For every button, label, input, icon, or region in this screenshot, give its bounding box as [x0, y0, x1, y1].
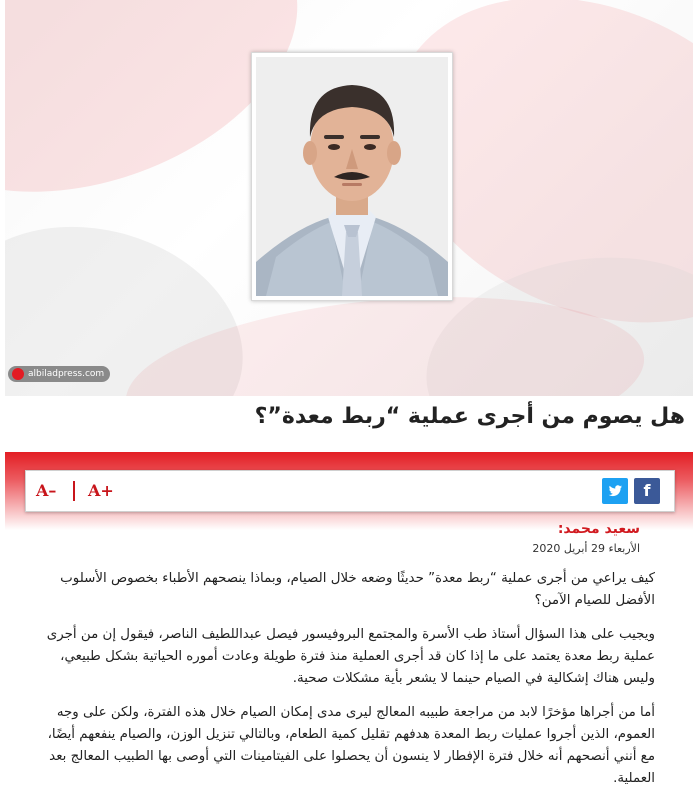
facebook-share-button[interactable] — [634, 478, 660, 504]
hero-banner — [5, 0, 693, 396]
portrait-image — [256, 57, 448, 296]
font-increase-button[interactable]: A+ — [88, 481, 114, 500]
page — [5, 0, 693, 802]
publish-date: الأربعاء 29 أبريل 2020 — [532, 542, 640, 555]
author-photo — [251, 52, 453, 301]
article-paragraph: كيف يراعي من أجرى عملية “ربط معدة” حديثًا وضعه خلال الصيام، وبماذا ينصحهم الأطباء بخصوص الأسلوب الأفضل للصيام الآمن؟ — [60, 571, 655, 608]
article-paragraph: أما من أجراها مؤخرًا لابد من مراجعة طبيبه المعالج ليرى مدى إمكان الصيام خلال هذه الفترة، ولكن على وجه العموم، الذين أجروا عمليات ربط المعدة هدفهم تقليل كمية الطعام، وبالتالي تنزيل الوزن، والصيام ينفعهم أيضًا، مع أنني أنصحهم أنه خلال فترة الإفطار لا ينسون أن يحصلوا على الفيتامينات التي أوصى بها الطبيب المعالج بعد العملية. — [47, 705, 655, 786]
article-title: هل يصوم من أجرى عملية “ربط معدة”؟ — [254, 404, 685, 429]
article-toolbar — [25, 470, 675, 512]
facebook-icon: f — [643, 481, 651, 500]
watermark-text: albiladpress.com — [28, 369, 105, 379]
font-decrease-button[interactable]: A– — [36, 481, 57, 500]
brand-logo-icon — [12, 368, 24, 380]
article-paragraph: ويجيب على هذا السؤال أستاذ طب الأسرة والمجتمع البروفيسور فيصل عبداللطيف الناصر، فيقول إن من أجرى عملية ربط معدة يعتمد على ما إذا كان قد أجرى العملية منذ فترة طويلة وعادت أموره الحياتية بشكل طبيعي، وليس هناك إشكالية في الصيام حينما لا يشعر بأية مشكلات صحية. — [46, 627, 655, 686]
site-watermark — [8, 366, 110, 382]
twitter-icon — [602, 478, 628, 504]
toolbar-separator — [73, 481, 75, 501]
twitter-share-button[interactable] — [602, 478, 628, 504]
author-name[interactable]: سعيد محمد: — [557, 521, 640, 537]
article-body — [35, 568, 655, 802]
